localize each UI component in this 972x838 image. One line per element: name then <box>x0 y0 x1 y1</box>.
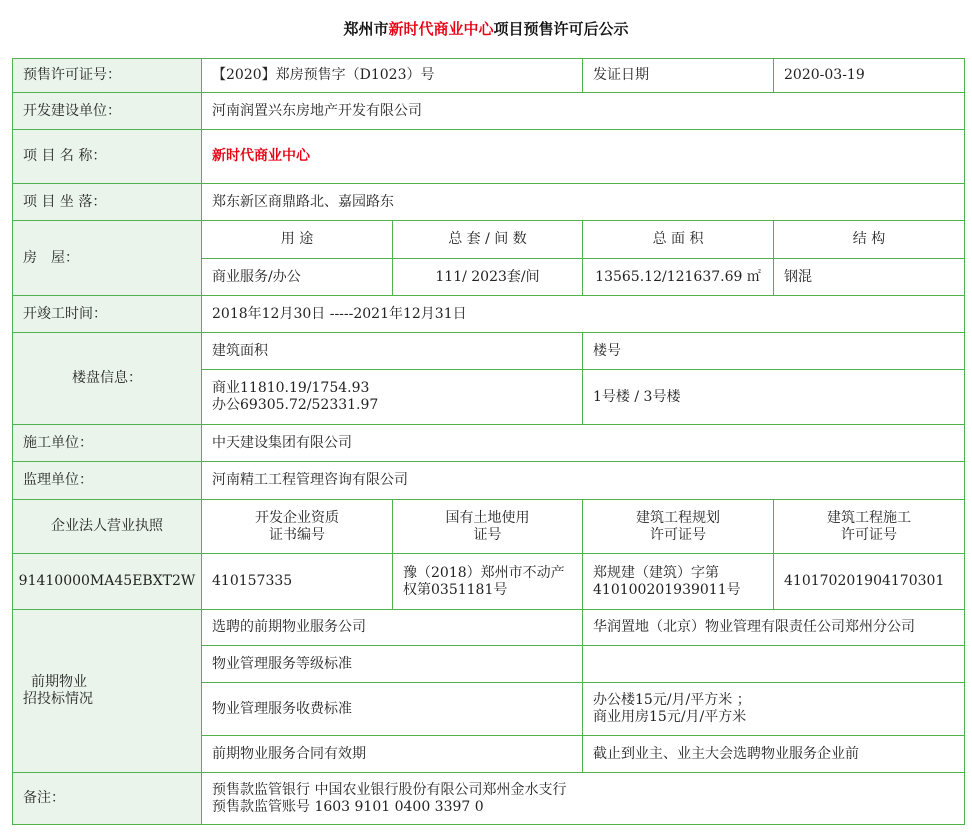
construction-permit-header <box>774 500 965 554</box>
schedule-row <box>13 296 965 333</box>
issue-date-label: 发证日期 <box>583 59 774 93</box>
service-fee-label: 物业管理服务收费标准 <box>202 683 583 736</box>
remarks-label: 备注： <box>13 773 202 825</box>
qualification-cert-header <box>202 500 393 554</box>
house-use-value: 商业服务/办公 <box>202 259 393 296</box>
building-no-value: 1号楼 / 3号楼 <box>583 370 965 425</box>
qualification-cert-header-line2: 证书编号 <box>269 526 325 543</box>
land-use-cert-header-line2: 证号 <box>473 526 502 543</box>
building-area-line2: 办公69305.72/52331.97 <box>212 397 379 413</box>
property-tender-label <box>13 610 202 773</box>
house-area-value: 13565.12/121637.69 ㎡ <box>583 259 774 296</box>
construction-permit-value: 410170201904170301 <box>774 554 965 610</box>
supervisor-value: 河南精工工程管理咨询有限公司 <box>202 462 965 500</box>
building-area-value <box>202 370 583 425</box>
issue-date-value: 2020-03-19 <box>774 59 965 93</box>
developer-value: 河南润置兴东房地产开发有限公司 <box>202 93 965 130</box>
land-use-cert-value-line1: 豫（2018）郑州市不动产 <box>403 564 565 581</box>
project-name-label: 项 目 名 称： <box>13 130 202 184</box>
construction-permit-header-line2: 许可证号 <box>841 526 898 543</box>
house-header-units: 总 套 / 间 数 <box>393 221 583 259</box>
title-suffix: 项目预售许可后公示 <box>493 20 629 38</box>
house-header-structure: 结 构 <box>774 221 965 259</box>
title-city: 郑州市 <box>343 20 389 38</box>
project-name-value: 新时代商业中心 <box>202 130 965 184</box>
location-row <box>13 184 965 221</box>
planning-permit-value <box>583 554 774 610</box>
house-header-row <box>13 221 965 259</box>
qualification-cert-value: 410157335 <box>202 554 393 610</box>
building-area-header: 建筑面积 <box>202 333 583 370</box>
business-license-label: 企业法人营业执照 <box>13 500 202 554</box>
supervisor-label: 监理单位： <box>13 462 202 500</box>
service-fee-value-line2: 商业用房15元/月/平方米 <box>593 709 747 725</box>
license-label: 预售许可证号： <box>13 59 202 93</box>
service-fee-value <box>583 683 965 736</box>
service-fee-value-line1: 办公楼15元/月/平方米 ； <box>593 692 751 708</box>
service-level-value <box>583 646 965 683</box>
building-area-line1: 商业11810.19/1754.93 <box>212 380 370 396</box>
contractor-label: 施工单位： <box>13 425 202 462</box>
house-header-area: 总 面 积 <box>583 221 774 259</box>
developer-row <box>13 93 965 130</box>
contractor-value: 中天建设集团有限公司 <box>202 425 965 462</box>
property-company-label: 选聘的前期物业服务公司 <box>202 610 583 646</box>
remarks-row <box>13 773 965 825</box>
page-title <box>0 0 972 58</box>
location-value: 郑东新区商鼎路北、嘉园路东 <box>202 184 965 221</box>
planning-permit-header-line1: 建筑工程规划 <box>636 509 721 526</box>
property-tender-label-line1: 前期物业 <box>31 674 87 690</box>
property-company-value: 华润置地（北京）物业管理有限责任公司郑州分公司 <box>583 610 965 646</box>
qualification-cert-header-line1: 开发企业资质 <box>255 509 339 526</box>
supervisor-row <box>13 462 965 500</box>
remarks-value <box>202 773 965 825</box>
planning-permit-header <box>583 500 774 554</box>
contract-term-value: 截止到业主、业主大会选聘物业服务企业前 <box>583 736 965 773</box>
land-use-cert-header-line1: 国有土地使用 <box>445 509 530 526</box>
planning-permit-header-line2: 许可证号 <box>650 526 707 543</box>
house-label: 房 屋： <box>13 221 202 296</box>
schedule-label: 开竣工时间： <box>13 296 202 333</box>
schedule-value: 2018年12月30日 -----2021年12月31日 <box>202 296 965 333</box>
presale-license-table <box>12 58 965 825</box>
land-use-cert-value <box>393 554 583 610</box>
remarks-account: 预售款监管账号 1603 9101 0400 3397 0 <box>212 798 484 815</box>
license-value: 【2020】郑房预售字（D1023）号 <box>202 59 583 93</box>
location-label: 项 目 坐 落： <box>13 184 202 221</box>
house-structure-value: 钢混 <box>774 259 965 296</box>
building-label: 楼盘信息： <box>13 333 202 425</box>
title-project: 新时代商业中心 <box>388 20 494 38</box>
property-company-row <box>13 610 965 646</box>
service-level-label: 物业管理服务等级标准 <box>202 646 583 683</box>
contractor-row <box>13 425 965 462</box>
land-use-cert-header <box>393 500 583 554</box>
building-no-header: 楼号 <box>583 333 965 370</box>
planning-permit-value-line2: 410100201939011号 <box>593 581 741 598</box>
property-tender-label-line2: 招投标情况 <box>23 691 93 707</box>
building-header-row <box>13 333 965 370</box>
project-name-row <box>13 130 965 184</box>
certs-value-row <box>13 554 965 610</box>
planning-permit-value-line1: 郑规建（建筑）字第 <box>593 564 720 581</box>
developer-label: 开发建设单位： <box>13 93 202 130</box>
business-license-value: 91410000MA45EBXT2W <box>13 554 202 610</box>
license-row <box>13 59 965 93</box>
house-units-value: 111/ 2023套/间 <box>393 259 583 296</box>
remarks-bank: 预售款监管银行 中国农业银行股份有限公司郑州金水支行 <box>212 781 567 798</box>
house-header-use: 用 途 <box>202 221 393 259</box>
contract-term-label: 前期物业服务合同有效期 <box>202 736 583 773</box>
certs-header-row <box>13 500 965 554</box>
construction-permit-header-line1: 建筑工程施工 <box>827 509 912 526</box>
land-use-cert-value-line2: 权第0351181号 <box>403 581 508 598</box>
